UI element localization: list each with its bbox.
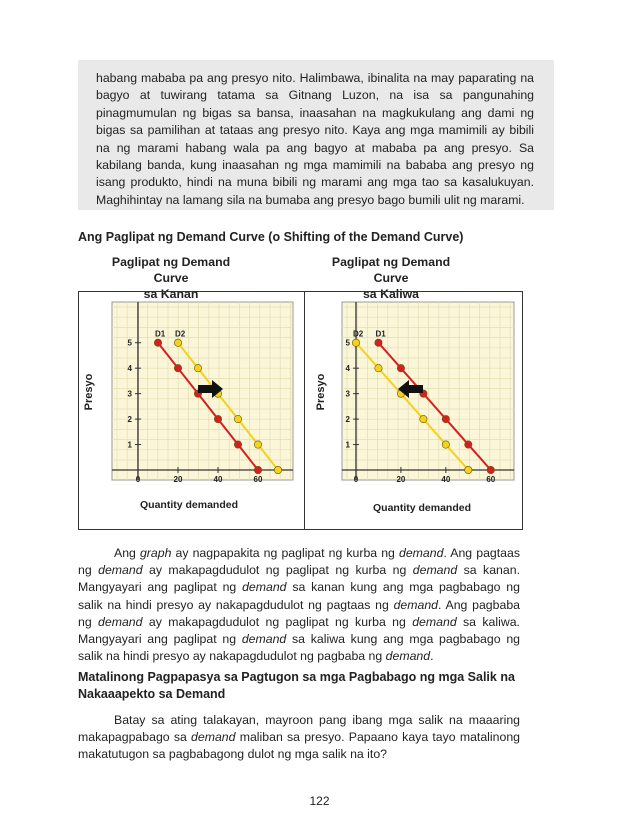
y-axis-title: Presyo [315,373,327,411]
point-d1 [442,415,449,422]
plot-background [342,302,514,480]
charts-divider [304,291,305,530]
text: demand [191,730,236,745]
text: . Ang pagtaas ng [78,546,520,578]
point-d2 [442,441,449,448]
y-tick-label: 4 [345,364,350,374]
point-d2 [352,339,359,346]
y-tick-label: 5 [127,338,132,348]
point-d2 [174,339,181,346]
closing-paragraph [78,712,520,764]
text: demand [398,546,444,560]
point-d1 [487,466,494,473]
point-d2 [254,441,261,448]
text: ay makapagdudulot ng paglipat ng kurba ng [142,614,413,629]
point-d1 [174,364,181,371]
point-d1 [234,441,241,448]
point-d2 [420,415,427,422]
x-tick-label: 0 [353,475,359,484]
y-tick-label: 2 [345,415,350,425]
y-axis-title: Presyo [83,373,95,411]
text: sa kanan kung ang mga pagbabago ng salik na hindi presyo ay nakapagdudulot ng pagtaas ng [78,580,520,612]
text: ay makapagdudulot ng paglipat ng kurba ng [142,563,413,578]
point-d2 [465,466,472,473]
y-tick-label: 3 [127,389,132,399]
text: demand [242,580,287,595]
text: demand [385,649,431,664]
x-tick-label: 40 [441,475,451,484]
right-column-title-line1: Paglipat ng Demand Curve [331,255,451,285]
page-number: 122 [309,794,330,808]
text: sa kaliwa kung ang mga pagbabago ng salik na hindi presyo ay nakapagdudulot ng pagbaba ng [78,632,521,664]
point-d1 [375,339,382,346]
text: graph [139,546,172,560]
point-d1 [397,364,404,371]
point-d2 [375,364,382,371]
text: . [430,649,434,664]
left-column-title-line2: sa Kanan [143,287,199,301]
text: demand [98,563,143,578]
text: demand [412,563,458,578]
y-tick-label: 1 [127,440,132,450]
text: ay nagpapakita ng paglipat ng kurba ng [171,546,399,560]
y-tick-label: 3 [345,389,350,399]
x-tick-label: 20 [173,475,183,484]
point-d2 [274,466,281,473]
text: demand [98,614,143,629]
x-tick-label: 60 [253,475,263,484]
series-label-d2: D2 [175,329,186,339]
y-tick-label: 4 [127,364,132,374]
left-column-title-line1: Paglipat ng Demand Curve [111,255,231,285]
x-tick-label: 20 [396,475,406,484]
right-column-title-line2: sa Kaliwa [362,287,420,301]
y-tick-label: 5 [345,338,350,348]
section-heading: Ang Paglipat ng Demand Curve (o Shifting of the Demand Curve) [78,230,464,244]
text: Batay sa ating talakayan, mayroon pang ibang mga salik na maaaring makapagpabago sa [78,713,520,745]
text: sa kanan. Mangyayari ang paglipat ng [78,563,520,595]
x-axis-title: Quantity demanded [139,499,239,511]
demand-shift-left-chart [306,292,520,528]
x-tick-label: 0 [135,475,141,484]
intro-paragraph: habang mababa pa ang presyo nito. Halimbawa, ibinalita na may paparating na bagyo at tuwirang tatama sa Gitnang Luzon, na isa sa pangunahing pinagmumulan ng bigas sa bansa, inaasahan na magkukulang ang dami ng bigas sa pamilihan at tataas ang presyo nito. Kaya ang mga mamimili ay bibili na ng marami habang wala pa ang bagyo at mababa pa ang presyo. Sa kabilang banda, kung inaasahan ng mga mamimili na bababa ang presyo ng isang produkto, hindi na muna bibili ng marami ang mga tao sa kasalukuyan. Maghihintay na lamang sila na bumaba ang presyo bago bumili ulit ng marami. [96,71,534,207]
text: demand [412,614,457,629]
explanation-paragraph [78,545,520,665]
subheading: Matalinong Pagpapasya sa Pagtugon sa mga Pagbabago ng mga Salik na Nakaaapekto sa Demand [78,670,515,701]
point-d2 [234,415,241,422]
point-d1 [154,339,161,346]
text: . Ang pagbaba ng [78,597,521,629]
x-axis-title: Quantity demanded [372,502,472,514]
y-tick-label: 1 [345,440,350,450]
text: demand [393,597,439,612]
point-d2 [194,364,201,371]
series-label-d2: D2 [353,329,364,339]
demand-shift-right-chart [79,292,303,528]
text: demand [241,632,287,647]
point-d1 [254,466,261,473]
x-tick-label: 40 [213,475,223,484]
series-label-d1: D1 [155,329,166,339]
text: sa kaliwa. Mangyayari ang paglipat ng [78,614,520,647]
text: maliban sa presyo. Papaano kaya tayo matalinong makatutugon sa pagbabagong dulot ng mga salik na ito? [78,730,520,762]
series-label-d1: D1 [375,329,386,339]
text: Ang [114,546,140,560]
x-tick-label: 60 [486,475,496,484]
point-d1 [214,415,221,422]
y-tick-label: 2 [127,415,132,425]
point-d1 [465,441,472,448]
